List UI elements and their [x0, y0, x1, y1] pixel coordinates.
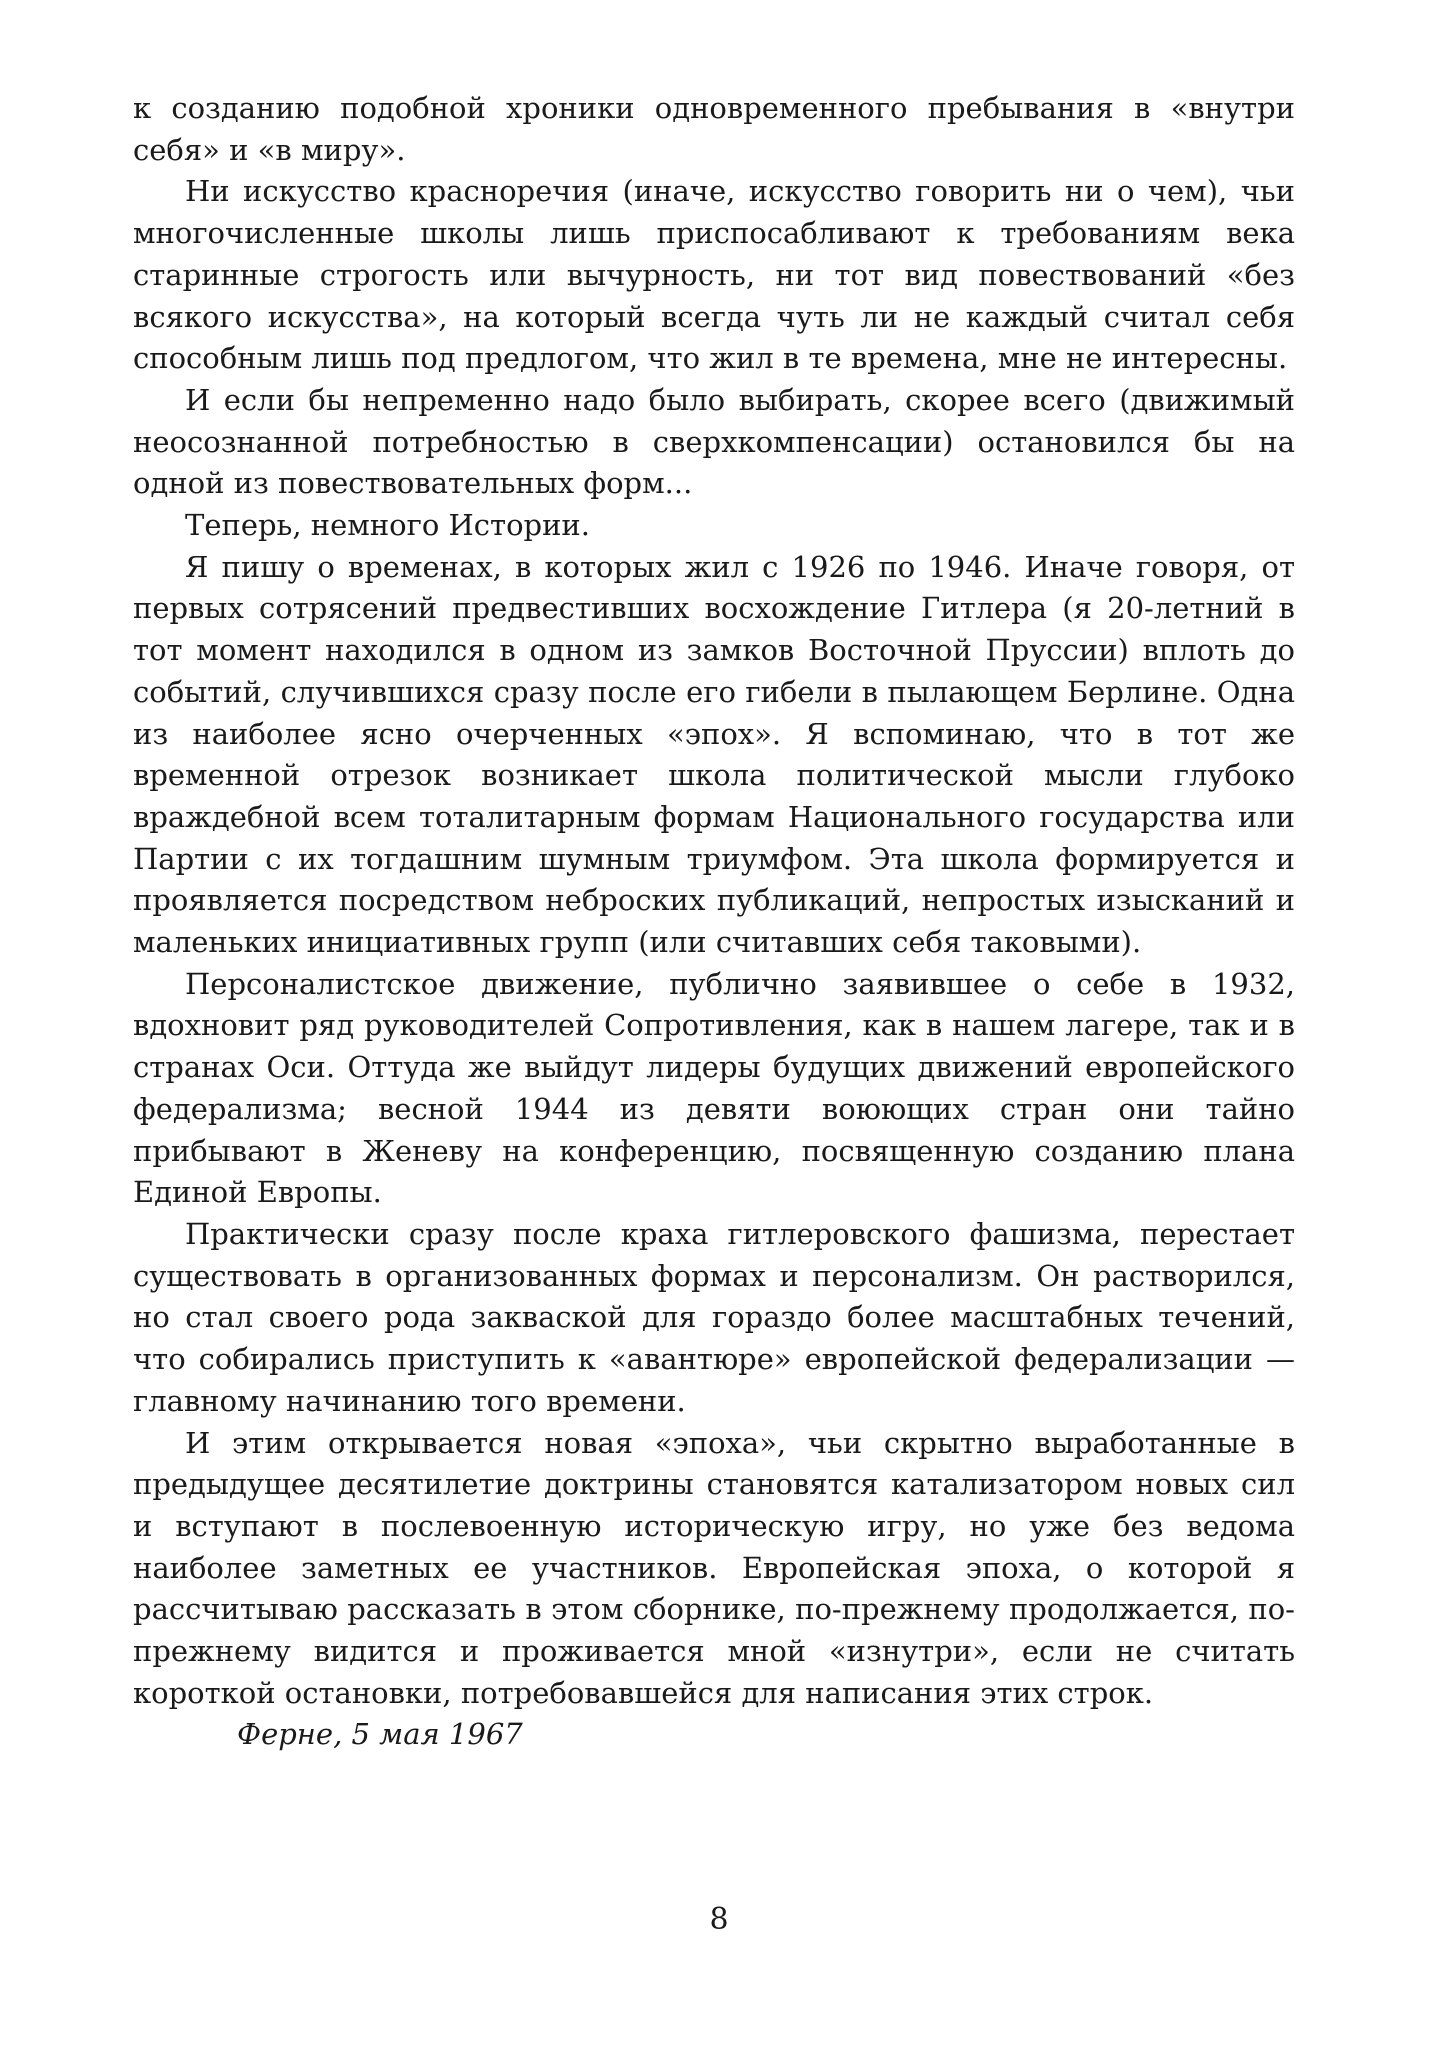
paragraph: И этим открывается новая «эпоха», чьи скрытно выработанные в предыдущее десятилетие доктрины становятся катализатором новых сил и вступают в послевоенную историческую игру, но уже без ведома наиболее заметных ее участников. Европейская эпоха, о которой я рассчитываю рассказать в этом сборнике, по-прежнему продолжается, по-прежнему видится и проживается мной «изнутри», если не считать короткой остановки, потребовавшейся для написания этих строк.	[133, 1425, 1295, 1710]
paragraph: Персоналистское движение, публично заявившее о себе в 1932, вдохновит ряд руководителей Сопротивления, как в нашем лагере, так и в странах Оси. Оттуда же выйдут лидеры будущих движений европейского федерализма; весной 1944 из девяти воюющих стран они тайно прибывают в Женеву на конференцию, посвященную созданию плана Единой Европы.	[133, 966, 1295, 1210]
paragraph: И если бы непременно надо было выбирать, скорее всего (движимый неосознанной потребностью в сверхкомпенсации) остановился бы на одной из повествовательных форм...	[133, 382, 1295, 501]
paragraph: Ни искусство красноречия (иначе, искусство говорить ни о чем), чьи многочисленные школы лишь приспосабливают к требованиям века старинные строгость или вычурность, ни тот вид повествований «без всякого искусства», на который всегда чуть ли не каждый считал себя способным лишь под предлогом, что жил в те времена, мне не интересны.	[133, 174, 1295, 376]
paragraph: Я пишу о временах, в которых жил с 1926 по 1946. Иначе говоря, от первых сотрясений предвестивших восхождение Гитлера (я 20-летний в тот момент находился в одном из замков Восточной Пруссии) вплоть до событий, случившихся сразу после его гибели в пылающем Берлине. Одна из наиболее ясно очерченных «эпох». Я вспоминаю, что в тот же временной отрезок возникает школа политической мысли глубоко враждебной всем тоталитарным формам Национального государства или Партии с их тогдашним шумным триумфом. Эта школа формируется и проявляется посредством неброских публикаций, непростых изысканий и маленьких инициативных групп (или считавших себя таковыми).	[133, 549, 1295, 960]
paragraph: Теперь, немного Истории.	[185, 508, 590, 543]
place-and-date-signature: Ферне, 5 мая 1967	[237, 1717, 523, 1752]
paragraph-continuation: к созданию подобной хроники одновременного пребывания в «внутри себя» и «в миру».	[133, 91, 1295, 167]
body-text	[133, 88, 1295, 1756]
paragraph: Практически сразу после краха гитлеровского фашизма, перестает существовать в организованных формах и персонализм. Он растворился, но стал своего рода закваской для гораздо более масштабных течений, что собирались приступить к «авантюре» европейской федерализации — главному начинанию того времени.	[133, 1216, 1295, 1418]
page-number: 8	[709, 1902, 729, 1937]
